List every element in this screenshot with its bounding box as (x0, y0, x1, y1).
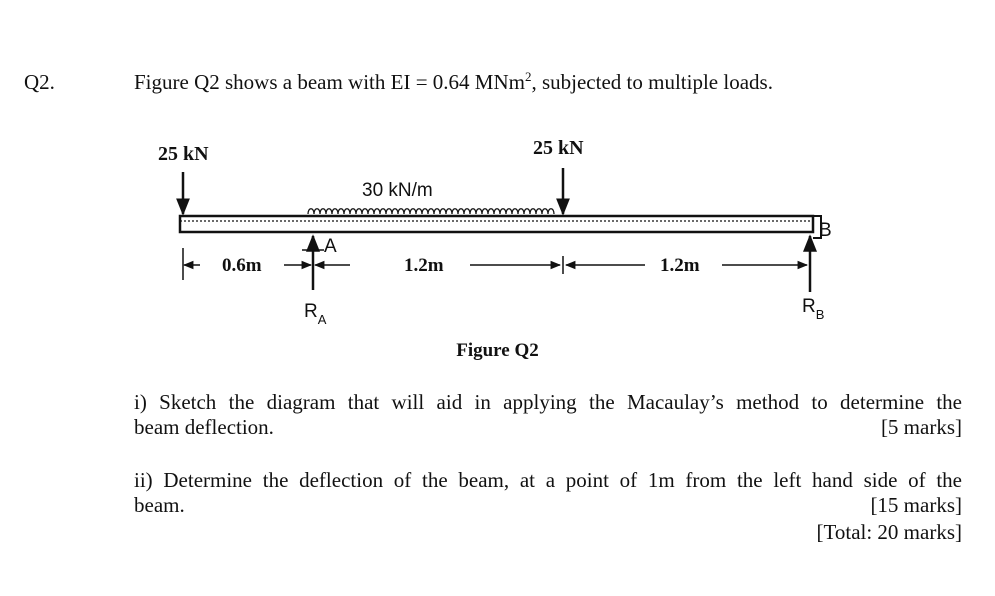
part-i-line2 (134, 415, 962, 440)
question-text-end: , subjected to multiple loads. (531, 70, 773, 94)
dim-2-label: 1.2m (404, 255, 444, 276)
reaction-a-label: $R_A$ (304, 301, 327, 327)
support-b-label: B (819, 220, 832, 241)
load-mid-label: 25 kN (533, 137, 584, 159)
dim-1-label: 0.6m (222, 255, 262, 276)
total-marks: [Total: 20 marks] (816, 520, 962, 544)
support-a-label: A (324, 236, 337, 257)
reaction-b-label: $R_B$ (802, 296, 825, 322)
part-ii-text: beam. (134, 493, 185, 517)
figure-caption: Figure Q2 (456, 340, 539, 361)
part-i (134, 390, 962, 440)
dim-3-label: 1.2m (660, 255, 700, 276)
part-ii-line2 (134, 493, 962, 518)
part-i-line1: i) Sketch the diagram that will aid in applying the Macaulay’s method to determine the (134, 390, 962, 414)
question-number: Q2. (24, 70, 55, 94)
question-text-superscript: 2 (524, 69, 532, 84)
part-ii-marks: [15 marks] (870, 493, 962, 517)
part-ii-line1: ii) Determine the deflection of the beam, at a point of 1m from the left hand side of the (134, 468, 962, 492)
part-i-text: beam deflection. (134, 415, 274, 439)
udl-label: 30 kN/m (362, 180, 433, 201)
beam (180, 216, 813, 232)
part-ii (134, 468, 962, 518)
load-left-label: 25 kN (158, 143, 209, 165)
udl-coils (308, 209, 554, 214)
part-i-marks: [5 marks] (880, 415, 962, 439)
question-text-main: Figure Q2 shows a beam with EI = 0.64 MNm (134, 70, 525, 94)
